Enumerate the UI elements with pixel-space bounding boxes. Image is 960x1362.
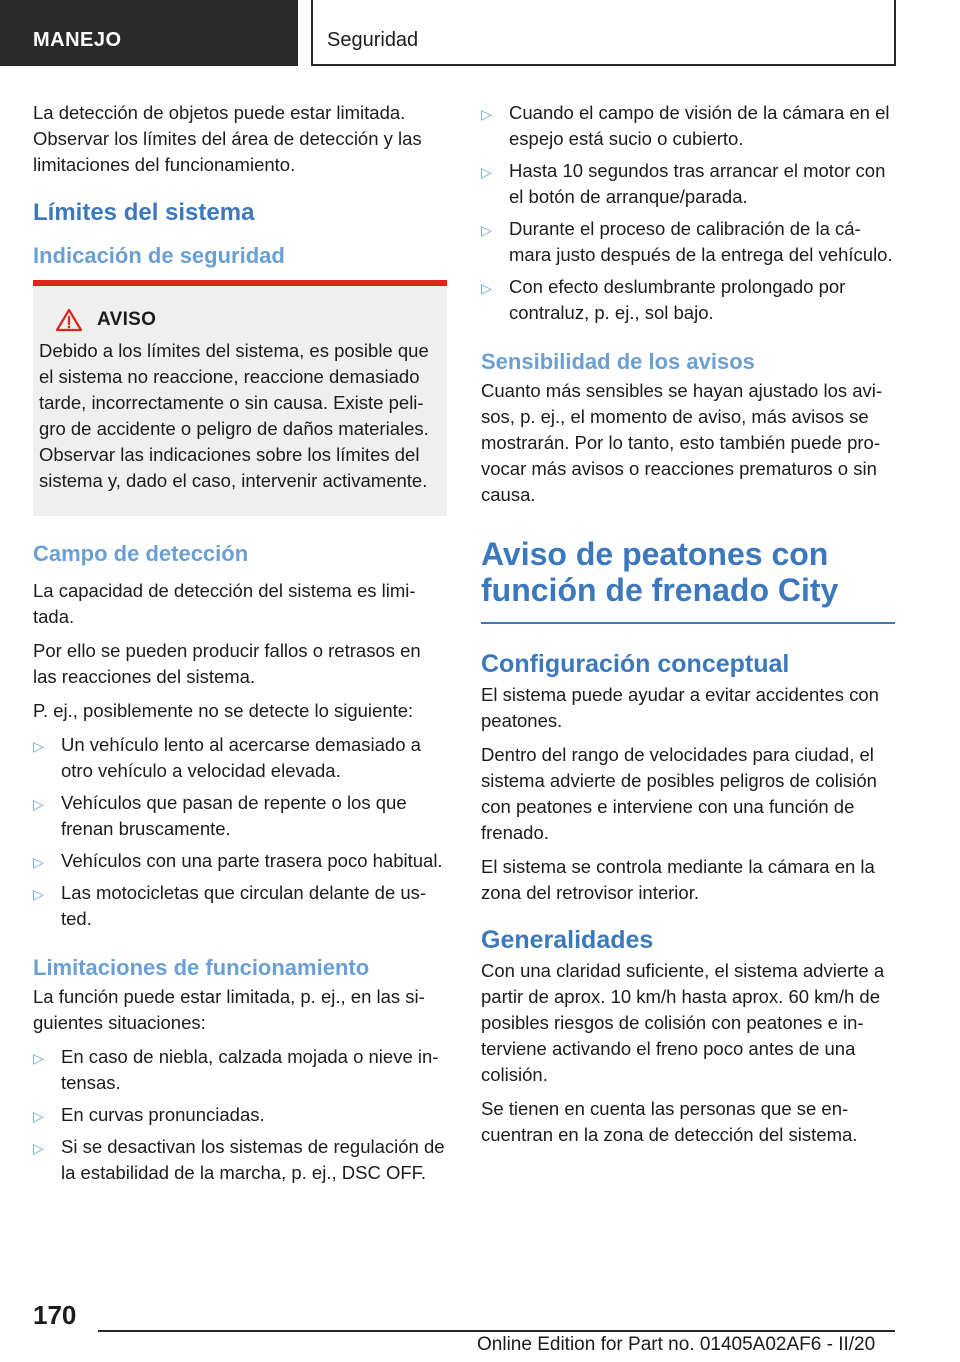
campo-paragraph-1: La capacidad de detección del sistema es limitada. xyxy=(33,580,416,627)
list-item: ▷ Durante el proceso de calibración de la cámara justo después de la entrega del vehículo. xyxy=(481,218,893,265)
list-item: ▷ En curvas pronunciadas. xyxy=(33,1102,447,1128)
list-item: ▷ Hasta 10 segundos tras arrancar el motor con el botón de arranque/parada. xyxy=(481,160,886,207)
warning-box xyxy=(33,280,447,516)
list-item: ▷ Vehículos que pasan de repente o los que frenan bruscamente. xyxy=(33,792,407,839)
warning-label: AVISO xyxy=(97,309,157,330)
general-paragraph-1: Con una claridad suficiente, el sistema advierte a partir de aprox. 10 km/h hasta aprox. 60 km/h de posibles riesgos de colisión con peatones e interviene activando el freno poco antes de una colisión. xyxy=(481,960,885,1085)
config-paragraph-3: El sistema se controla mediante la cámara en la zona del retrovisor interior. xyxy=(481,856,875,903)
list-item: ▷ Cuando el campo de visión de la cámara en el espejo está sucio o cubierto. xyxy=(481,102,890,149)
triangle-bullet-icon: ▷ xyxy=(481,280,492,296)
right-list xyxy=(481,100,895,326)
list-item: ▷ Con efecto deslumbrante prolongado por contraluz, p. ej., sol bajo. xyxy=(481,276,846,323)
config-paragraph-2: Dentro del rango de velocidades para ciudad, el sistema advierte de posibles peligros de colisión con peatones e interviene con una función de frenado. xyxy=(481,744,877,843)
footer-divider xyxy=(98,1330,895,1332)
heading-configuracion: Configuración conceptual xyxy=(481,650,790,678)
chapter-title: Seguridad xyxy=(311,0,896,66)
triangle-bullet-icon: ▷ xyxy=(33,854,44,870)
campo-paragraph-3: P. ej., posiblemente no se detecte lo siguiente: xyxy=(33,700,414,721)
list-item: ▷ Si se desactivan los sistemas de regulación de la estabilidad de la marcha, p. ej., DSC OFF. xyxy=(33,1136,445,1183)
triangle-bullet-icon: ▷ xyxy=(481,106,492,122)
list-item: ▷ Vehículos con una parte trasera poco habitual. xyxy=(33,848,447,874)
limitaciones-list xyxy=(33,1044,447,1186)
warning-triangle-icon xyxy=(55,308,83,332)
triangle-bullet-icon: ▷ xyxy=(33,1108,44,1124)
heading-generalidades: Generalidades xyxy=(481,926,654,954)
right-column xyxy=(481,100,895,1156)
heading-limitaciones: Limitaciones de funcionamiento xyxy=(33,955,370,980)
config-paragraph-1: El sistema puede ayudar a evitar accidentes con peatones. xyxy=(481,684,879,731)
triangle-bullet-icon: ▷ xyxy=(481,164,492,180)
triangle-bullet-icon: ▷ xyxy=(33,1140,44,1156)
intro-paragraph: La detección de objetos puede estar limitada. Observar los límites del área de detección y las limitaciones del funcionamiento. xyxy=(33,102,422,175)
campo-list xyxy=(33,732,447,932)
left-column xyxy=(33,100,447,1192)
heading-sensibilidad: Sensibilidad de los avisos xyxy=(481,349,755,374)
heading-campo: Campo de detección xyxy=(33,541,249,566)
triangle-bullet-icon: ▷ xyxy=(33,738,44,754)
triangle-bullet-icon: ▷ xyxy=(481,222,492,238)
warning-header xyxy=(39,308,437,332)
list-item: ▷ En caso de niebla, calzada mojada o nieve intensas. xyxy=(33,1046,439,1093)
list-item: ▷ Las motocicletas que circulan delante de usted. xyxy=(33,882,427,929)
heading-indicacion: Indicación de seguridad xyxy=(33,243,285,268)
sensibilidad-paragraph: Cuanto más sensibles se hayan ajustado los avisos, p. ej., el momento de aviso, más avisos se mostrarán. Por lo tanto, esto también puede provocar más avisos o reacciones prematuros o sin causa. xyxy=(481,380,883,505)
page-number: 170 xyxy=(33,1300,77,1330)
heading-aviso-peatones: Aviso de peatones con función de frenado City xyxy=(481,536,895,624)
edition-text: Online Edition for Part no. 01405A02AF6 - II/20 xyxy=(477,1334,876,1355)
triangle-bullet-icon: ▷ xyxy=(33,796,44,812)
warning-text: Debido a los límites del sistema, es posible que el sistema no reaccione, reaccione demasiado tarde, incorrectamente o sin causa. Existe peligro de accidente o peligro de daños materiales. Observar las indicaciones sobre los límites del sistema y, dado el caso, intervenir activamente. xyxy=(39,340,429,491)
section-tab: MANEJO xyxy=(0,0,298,66)
limitaciones-paragraph: La función puede estar limitada, p. ej., en las siguientes situaciones: xyxy=(33,986,425,1033)
triangle-bullet-icon: ▷ xyxy=(33,1050,44,1066)
page-header xyxy=(0,0,960,66)
list-item: ▷ Un vehículo lento al acercarse demasiado a otro vehículo a velocidad elevada. xyxy=(33,734,421,781)
general-paragraph-2: Se tienen en cuenta las personas que se encuentran en la zona de detección del sistema. xyxy=(481,1098,858,1145)
heading-limites: Límites del sistema xyxy=(33,199,255,226)
campo-paragraph-2: Por ello se pueden producir fallos o retrasos en las reacciones del sistema. xyxy=(33,640,421,687)
triangle-bullet-icon: ▷ xyxy=(33,886,44,902)
